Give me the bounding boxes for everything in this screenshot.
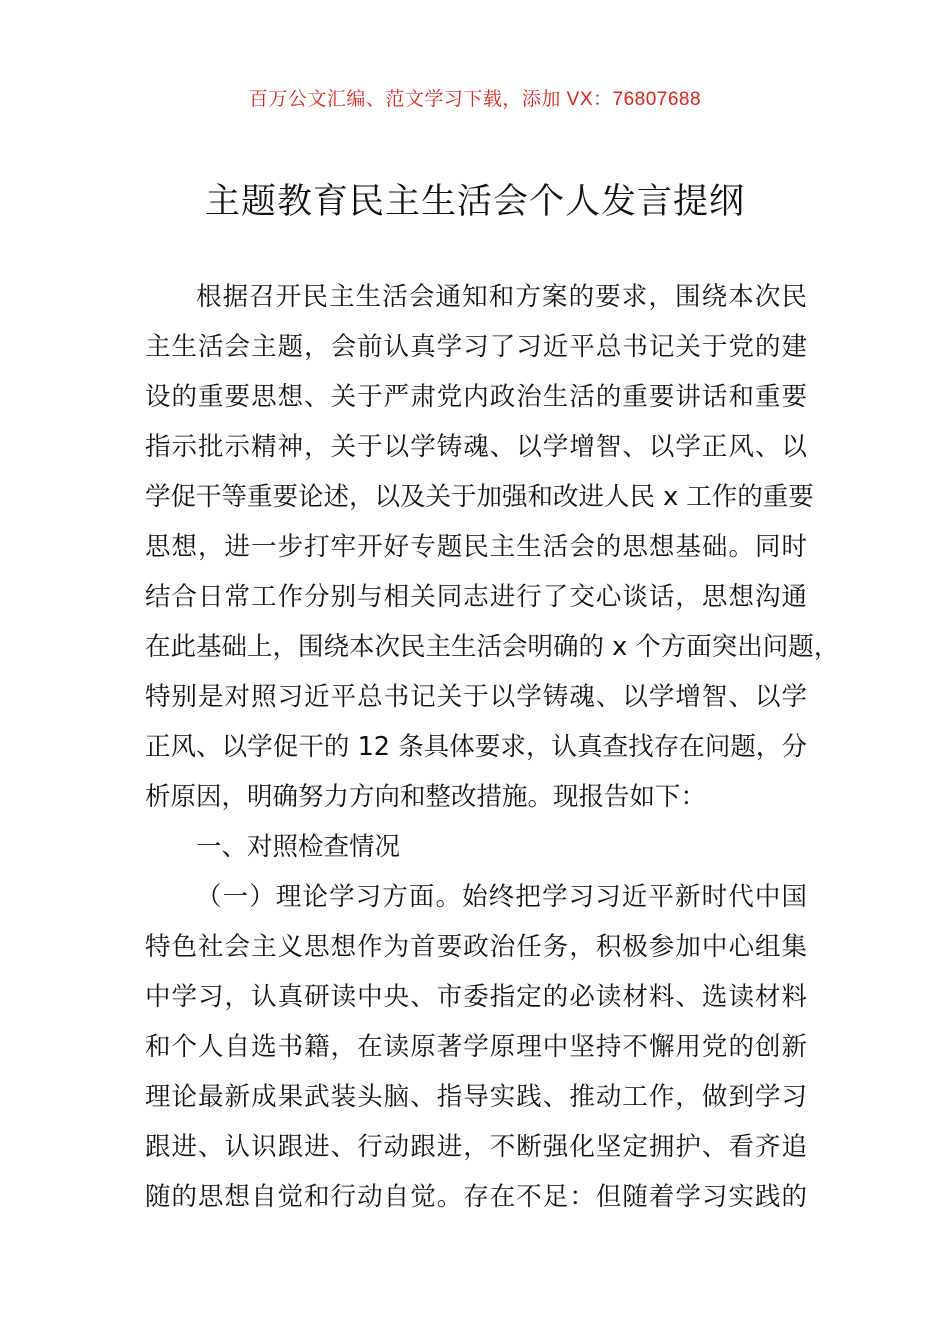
paragraph-line: 思想，进一步打牢开好专题民主生活会的思想基础。同时 xyxy=(145,532,807,562)
paragraph-line: 特别是对照习近平总书记关于以学铸魂、以学增智、以学 xyxy=(145,682,807,712)
paragraph-line: 正风、以学促干的 12 条具体要求，认真查找存在问题，分 xyxy=(145,732,807,762)
paragraph-line: 理论最新成果武装头脑、指导实践、推动工作，做到学习 xyxy=(145,1082,807,1112)
paragraph-line: 主生活会主题，会前认真学习了习近平总书记关于党的建 xyxy=(145,332,807,362)
promo-banner: 百万公文汇编、范文学习下载，添加 VX：76807688 xyxy=(248,89,702,110)
paragraph-line: （一）理论学习方面。始终把学习习近平新时代中国 xyxy=(196,882,807,912)
paragraph-line: 析原因，明确努力方向和整改措施。现报告如下： xyxy=(145,782,707,812)
paragraph-line: 中学习，认真研读中央、市委指定的必读材料、选读材料 xyxy=(145,982,807,1012)
paragraph-line: 指示批示精神，关于以学铸魂、以学增智、以学正风、以 xyxy=(145,432,807,462)
paragraph-line: 结合日常工作分别与相关同志进行了交心谈话，思想沟通 xyxy=(145,582,807,612)
document-title: 主题教育民主生活会个人发言提纲 xyxy=(204,182,745,222)
paragraph-line: 学促干等重要论述，以及关于加强和改进人民 x 工作的重要 xyxy=(145,482,814,512)
paragraph-line: 跟进、认识跟进、行动跟进，不断强化坚定拥护、看齐追 xyxy=(145,1132,807,1162)
paragraph-line: 特色社会主义思想作为首要政治任务，积极参加中心组集 xyxy=(145,932,807,962)
paragraph-line: 随的思想自觉和行动自觉。存在不足：但随着学习实践的 xyxy=(145,1182,807,1212)
paragraph-line: 根据召开民主生活会通知和方案的要求，围绕本次民 xyxy=(196,282,807,312)
paragraph-line: 在此基础上，围绕本次民主生活会明确的 x 个方面突出问题， xyxy=(145,632,840,662)
paragraph-line: 和个人自选书籍，在读原著学原理中坚持不懈用党的创新 xyxy=(145,1032,807,1062)
section-heading: 一、对照检查情况 xyxy=(196,832,401,862)
paragraph-line: 设的重要思想、关于严肃党内政治生活的重要讲话和重要 xyxy=(145,382,807,412)
document-body xyxy=(145,272,840,1222)
